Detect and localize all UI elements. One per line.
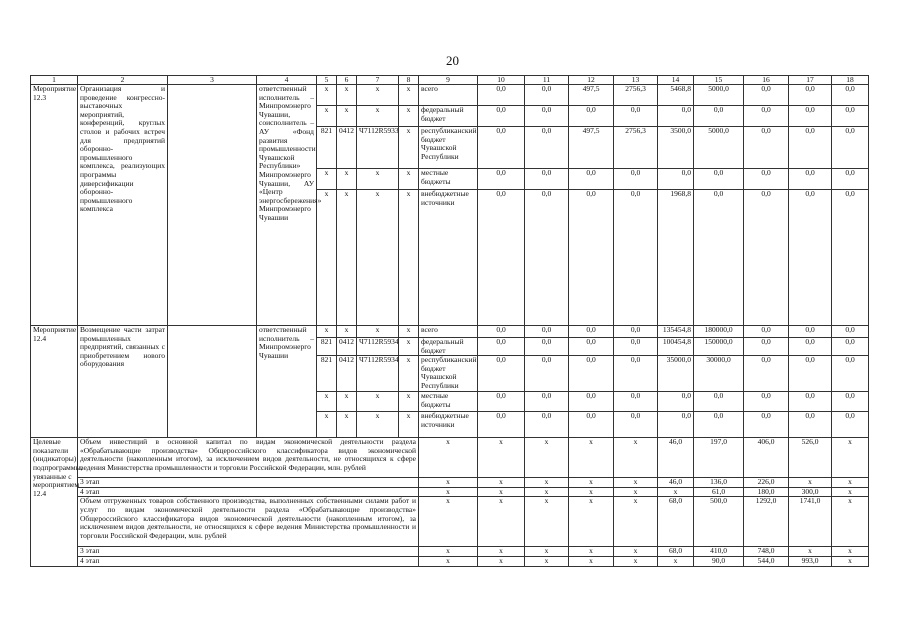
indicator-text: 4 этап	[78, 556, 419, 566]
amount-cell: 0,0	[744, 326, 789, 338]
amount-cell: 0,0	[744, 190, 789, 326]
budget-code-cell: x	[317, 85, 337, 106]
amount-cell: 5000,0	[694, 127, 744, 169]
amount-cell: 0,0	[569, 338, 614, 356]
indicator-value: x	[832, 487, 869, 497]
amount-cell: 0,0	[694, 169, 744, 190]
amount-cell: 0,0	[832, 326, 869, 338]
amount-cell: 0,0	[569, 169, 614, 190]
budget-code-cell: x	[357, 412, 399, 438]
column-number: 5	[317, 76, 337, 85]
measure-row	[31, 85, 869, 106]
amount-cell: 0,0	[525, 190, 569, 326]
indicator-value: 1741,0	[789, 497, 832, 547]
budget-code-cell: x	[399, 326, 419, 338]
indicator-value: x	[614, 438, 658, 478]
budget-code-cell: x	[317, 169, 337, 190]
indicator-text: Объем отгруженных товаров собственного производства, выполненных собственными силами работ и услуг по видам экономической деятельности раздела «Обрабатывающие производства» Общероссийского классификатора видов экономической деятельности (накопленным итогом), за исключением видов деятельности, не относящихся к сфере ведения Министерства промышленности и торговли Российской Федерации, млн. рублей	[78, 497, 419, 547]
amount-cell: 0,0	[789, 392, 832, 412]
column-number: 17	[789, 76, 832, 85]
budget-code-cell: x	[399, 127, 419, 169]
amount-cell: 0,0	[789, 106, 832, 127]
amount-cell: 0,0	[525, 338, 569, 356]
budget-code-cell: x	[337, 326, 357, 338]
budget-code-cell: Ч7112R5933	[357, 127, 399, 169]
indicator-value: 410,0	[694, 547, 744, 557]
column-number: 9	[419, 76, 478, 85]
amount-cell: 0,0	[744, 392, 789, 412]
column-number: 6	[337, 76, 357, 85]
budget-code-cell: Ч7112R5934	[357, 356, 399, 392]
measure-name: Организация и проведение конгрессно-выставочных мероприятий, конференций, круглых столов и рабочих встреч для предприятий оборонно-промышленного комплекса, реализующих программы диверсификации оборонно-промышленного комплекса	[78, 85, 168, 326]
funding-source: местные бюджеты	[419, 392, 478, 412]
measure-name: Возмещение части затрат промышленных предприятий, связанных с приобретением нового оборудования	[78, 326, 168, 438]
measure-label: Мероприятие 12.3	[31, 85, 78, 326]
budget-code-cell: x	[399, 106, 419, 127]
amount-cell: 0,0	[478, 127, 525, 169]
budget-code-cell: x	[337, 106, 357, 127]
budget-code-cell: x	[317, 190, 337, 326]
amount-cell: 1968,8	[658, 190, 694, 326]
indicators-label: Целевые показатели (индикаторы) подпрограммы, увязанные с мероприятием 12.4	[31, 438, 78, 566]
budget-code-cell: x	[337, 190, 357, 326]
indicator-value: 197,0	[694, 438, 744, 478]
budget-code-cell: Ч7112R5934	[357, 338, 399, 356]
amount-cell: 2756,3	[614, 127, 658, 169]
indicator-value: x	[478, 497, 525, 547]
amount-cell: 497,5	[569, 85, 614, 106]
indicator-value: 500,0	[694, 497, 744, 547]
empty-cell	[168, 85, 257, 326]
amount-cell: 0,0	[478, 392, 525, 412]
budget-code-cell: x	[357, 392, 399, 412]
column-number: 13	[614, 76, 658, 85]
funding-source: республиканский бюджет Чувашской Республики	[419, 356, 478, 392]
amount-cell: 0,0	[832, 85, 869, 106]
amount-cell: 5000,0	[694, 85, 744, 106]
amount-cell: 0,0	[789, 85, 832, 106]
amount-cell: 0,0	[478, 356, 525, 392]
amount-cell: 150000,0	[694, 338, 744, 356]
indicator-value: 526,0	[789, 438, 832, 478]
amount-cell: 0,0	[832, 190, 869, 326]
indicator-value: 46,0	[658, 438, 694, 478]
funding-source: федеральный бюджет	[419, 106, 478, 127]
indicator-value: 136,0	[694, 478, 744, 488]
amount-cell: 0,0	[569, 412, 614, 438]
indicator-value: x	[525, 478, 569, 488]
amount-cell: 5468,8	[658, 85, 694, 106]
amount-cell: 0,0	[694, 190, 744, 326]
indicator-row	[31, 438, 869, 478]
budget-code-cell: x	[399, 412, 419, 438]
budget-code-cell: x	[357, 190, 399, 326]
amount-cell: 0,0	[614, 338, 658, 356]
amount-cell: 180000,0	[694, 326, 744, 338]
budget-code-cell: x	[357, 169, 399, 190]
page-number: 20	[446, 53, 459, 68]
funding-source: всего	[419, 326, 478, 338]
budget-code-cell: x	[337, 85, 357, 106]
indicator-value: x	[569, 438, 614, 478]
amount-cell: 30000,0	[694, 356, 744, 392]
amount-cell: 0,0	[569, 356, 614, 392]
amount-cell: 135454,8	[658, 326, 694, 338]
indicator-value: 300,0	[789, 487, 832, 497]
indicator-value: x	[478, 438, 525, 478]
amount-cell: 0,0	[744, 169, 789, 190]
indicator-value: x	[419, 487, 478, 497]
program-table	[30, 75, 869, 567]
indicator-value: x	[569, 478, 614, 488]
indicator-value: x	[832, 478, 869, 488]
amount-cell: 0,0	[744, 356, 789, 392]
indicator-value: x	[614, 547, 658, 557]
indicator-row	[31, 497, 869, 547]
amount-cell: 0,0	[525, 106, 569, 127]
indicator-value: 46,0	[658, 478, 694, 488]
amount-cell: 0,0	[789, 190, 832, 326]
indicator-value: x	[419, 478, 478, 488]
column-number: 7	[357, 76, 399, 85]
column-number: 8	[399, 76, 419, 85]
column-number: 2	[78, 76, 168, 85]
indicator-value: x	[525, 438, 569, 478]
amount-cell: 0,0	[478, 326, 525, 338]
indicator-value: x	[419, 438, 478, 478]
amount-cell: 0,0	[789, 356, 832, 392]
amount-cell: 0,0	[478, 412, 525, 438]
amount-cell: 0,0	[478, 85, 525, 106]
column-number: 11	[525, 76, 569, 85]
budget-code-cell: 0412	[337, 338, 357, 356]
column-number: 18	[832, 76, 869, 85]
indicator-value: x	[569, 497, 614, 547]
indicator-value: x	[614, 487, 658, 497]
amount-cell: 0,0	[789, 326, 832, 338]
amount-cell: 0,0	[789, 338, 832, 356]
budget-code-cell: x	[317, 392, 337, 412]
amount-cell: 0,0	[614, 169, 658, 190]
amount-cell: 0,0	[569, 190, 614, 326]
column-number: 14	[658, 76, 694, 85]
amount-cell: 0,0	[744, 127, 789, 169]
indicator-value: x	[478, 487, 525, 497]
indicator-value: x	[614, 556, 658, 566]
indicator-value: x	[789, 478, 832, 488]
column-number: 10	[478, 76, 525, 85]
amount-cell: 0,0	[525, 85, 569, 106]
amount-cell: 0,0	[744, 85, 789, 106]
indicator-value: 90,0	[694, 556, 744, 566]
amount-cell: 0,0	[525, 326, 569, 338]
amount-cell: 0,0	[789, 412, 832, 438]
measure-executors: ответственный исполнитель – Минпромэнерго Чувашии, соисполнитель – АУ «Фонд развития промышленности Чувашской Республики» Минпромэнерго Чувашии, АУ «Центр энергосбережения» Минпромэнерго Чувашии	[257, 85, 317, 326]
budget-code-cell: x	[399, 392, 419, 412]
column-number: 3	[168, 76, 257, 85]
indicator-value: x	[658, 556, 694, 566]
amount-cell: 0,0	[744, 412, 789, 438]
indicator-value: x	[525, 497, 569, 547]
amount-cell: 0,0	[614, 326, 658, 338]
column-number: 4	[257, 76, 317, 85]
funding-source: местные бюджеты	[419, 169, 478, 190]
amount-cell: 0,0	[832, 412, 869, 438]
amount-cell: 0,0	[614, 106, 658, 127]
indicator-value: x	[478, 478, 525, 488]
amount-cell: 0,0	[658, 392, 694, 412]
amount-cell: 0,0	[478, 190, 525, 326]
amount-cell: 0,0	[832, 392, 869, 412]
amount-cell: 0,0	[658, 106, 694, 127]
indicator-text: 4 этап	[78, 487, 419, 497]
measure-row	[31, 326, 869, 338]
indicator-text: 3 этап	[78, 547, 419, 557]
column-number: 12	[569, 76, 614, 85]
column-number: 1	[31, 76, 78, 85]
budget-code-cell: 821	[317, 356, 337, 392]
amount-cell: 0,0	[478, 338, 525, 356]
indicator-value: 180,0	[744, 487, 789, 497]
budget-code-cell: x	[357, 106, 399, 127]
indicator-value: x	[478, 547, 525, 557]
amount-cell: 0,0	[569, 392, 614, 412]
budget-code-cell: x	[357, 85, 399, 106]
indicator-value: x	[832, 497, 869, 547]
indicator-value: 748,0	[744, 547, 789, 557]
empty-cell	[168, 326, 257, 438]
indicator-text: 3 этап	[78, 478, 419, 488]
column-number: 16	[744, 76, 789, 85]
amount-cell: 0,0	[744, 106, 789, 127]
amount-cell: 0,0	[832, 127, 869, 169]
budget-code-cell: x	[337, 392, 357, 412]
indicator-value: 993,0	[789, 556, 832, 566]
indicator-value: x	[569, 556, 614, 566]
budget-code-cell: x	[357, 326, 399, 338]
amount-cell: 0,0	[658, 412, 694, 438]
amount-cell: 0,0	[694, 412, 744, 438]
indicator-value: x	[789, 547, 832, 557]
indicator-row	[31, 478, 869, 488]
indicator-value: x	[525, 556, 569, 566]
indicator-value: x	[419, 556, 478, 566]
amount-cell: 0,0	[525, 127, 569, 169]
amount-cell: 0,0	[694, 392, 744, 412]
indicator-value: x	[525, 487, 569, 497]
indicator-value: x	[569, 487, 614, 497]
indicator-value: x	[832, 438, 869, 478]
amount-cell: 0,0	[694, 106, 744, 127]
budget-code-cell: x	[399, 190, 419, 326]
indicator-row	[31, 556, 869, 566]
indicator-value: x	[614, 497, 658, 547]
amount-cell: 0,0	[832, 106, 869, 127]
amount-cell: 497,5	[569, 127, 614, 169]
amount-cell: 0,0	[569, 106, 614, 127]
budget-code-cell: x	[317, 412, 337, 438]
budget-code-cell: x	[337, 169, 357, 190]
indicator-value: 61,0	[694, 487, 744, 497]
indicator-value: x	[832, 547, 869, 557]
amount-cell: 0,0	[614, 412, 658, 438]
measure-label: Мероприятие 12.4	[31, 326, 78, 438]
indicator-value: x	[614, 478, 658, 488]
indicator-value: x	[419, 497, 478, 547]
funding-source: федеральный бюджет	[419, 338, 478, 356]
indicator-value: 226,0	[744, 478, 789, 488]
indicator-value: x	[419, 547, 478, 557]
amount-cell: 35000,0	[658, 356, 694, 392]
amount-cell: 0,0	[832, 356, 869, 392]
budget-code-cell: x	[337, 412, 357, 438]
indicator-value: x	[525, 547, 569, 557]
amount-cell: 0,0	[478, 106, 525, 127]
funding-source: республиканский бюджет Чувашской Республики	[419, 127, 478, 169]
indicator-value: 68,0	[658, 547, 694, 557]
amount-cell: 0,0	[569, 326, 614, 338]
amount-cell: 0,0	[789, 169, 832, 190]
amount-cell: 100454,8	[658, 338, 694, 356]
indicator-value: x	[658, 487, 694, 497]
amount-cell: 0,0	[525, 356, 569, 392]
amount-cell: 0,0	[614, 356, 658, 392]
amount-cell: 0,0	[525, 412, 569, 438]
amount-cell: 0,0	[744, 338, 789, 356]
indicator-value: 68,0	[658, 497, 694, 547]
amount-cell: 0,0	[614, 190, 658, 326]
budget-code-cell: 821	[317, 338, 337, 356]
indicator-value: 544,0	[744, 556, 789, 566]
funding-source: внебюджетные источники	[419, 412, 478, 438]
amount-cell: 0,0	[832, 338, 869, 356]
indicator-value: 1292,0	[744, 497, 789, 547]
amount-cell: 0,0	[614, 392, 658, 412]
budget-code-cell: x	[317, 326, 337, 338]
measure-executors: ответственный исполнитель – Минпромэнерго Чувашии	[257, 326, 317, 438]
amount-cell: 0,0	[478, 169, 525, 190]
amount-cell: 0,0	[789, 127, 832, 169]
indicator-value: 406,0	[744, 438, 789, 478]
indicator-text: Объем инвестиций в основной капитал по видам экономической деятельности раздела «Обрабатывающие производства» Общероссийского классификатора видов экономической деятельности (накопленным итогом), за исключением видов деятельности, не относящихся к сфере ведения Министерства промышленности и торговли Российской Федерации, млн. рублей	[78, 438, 419, 478]
funding-source: всего	[419, 85, 478, 106]
amount-cell: 3500,0	[658, 127, 694, 169]
budget-code-cell: 821	[317, 127, 337, 169]
budget-code-cell: 0412	[337, 356, 357, 392]
amount-cell: 0,0	[525, 392, 569, 412]
budget-code-cell: x	[399, 169, 419, 190]
column-number: 15	[694, 76, 744, 85]
indicator-value: x	[478, 556, 525, 566]
indicator-value: x	[569, 547, 614, 557]
budget-code-cell: x	[317, 106, 337, 127]
amount-cell: 0,0	[832, 169, 869, 190]
amount-cell: 2756,3	[614, 85, 658, 106]
amount-cell: 0,0	[525, 169, 569, 190]
indicator-value: x	[832, 556, 869, 566]
budget-code-cell: x	[399, 356, 419, 392]
budget-code-cell: 0412	[337, 127, 357, 169]
funding-source: внебюджетные источники	[419, 190, 478, 326]
budget-code-cell: x	[399, 85, 419, 106]
amount-cell: 0,0	[658, 169, 694, 190]
budget-code-cell: x	[399, 338, 419, 356]
